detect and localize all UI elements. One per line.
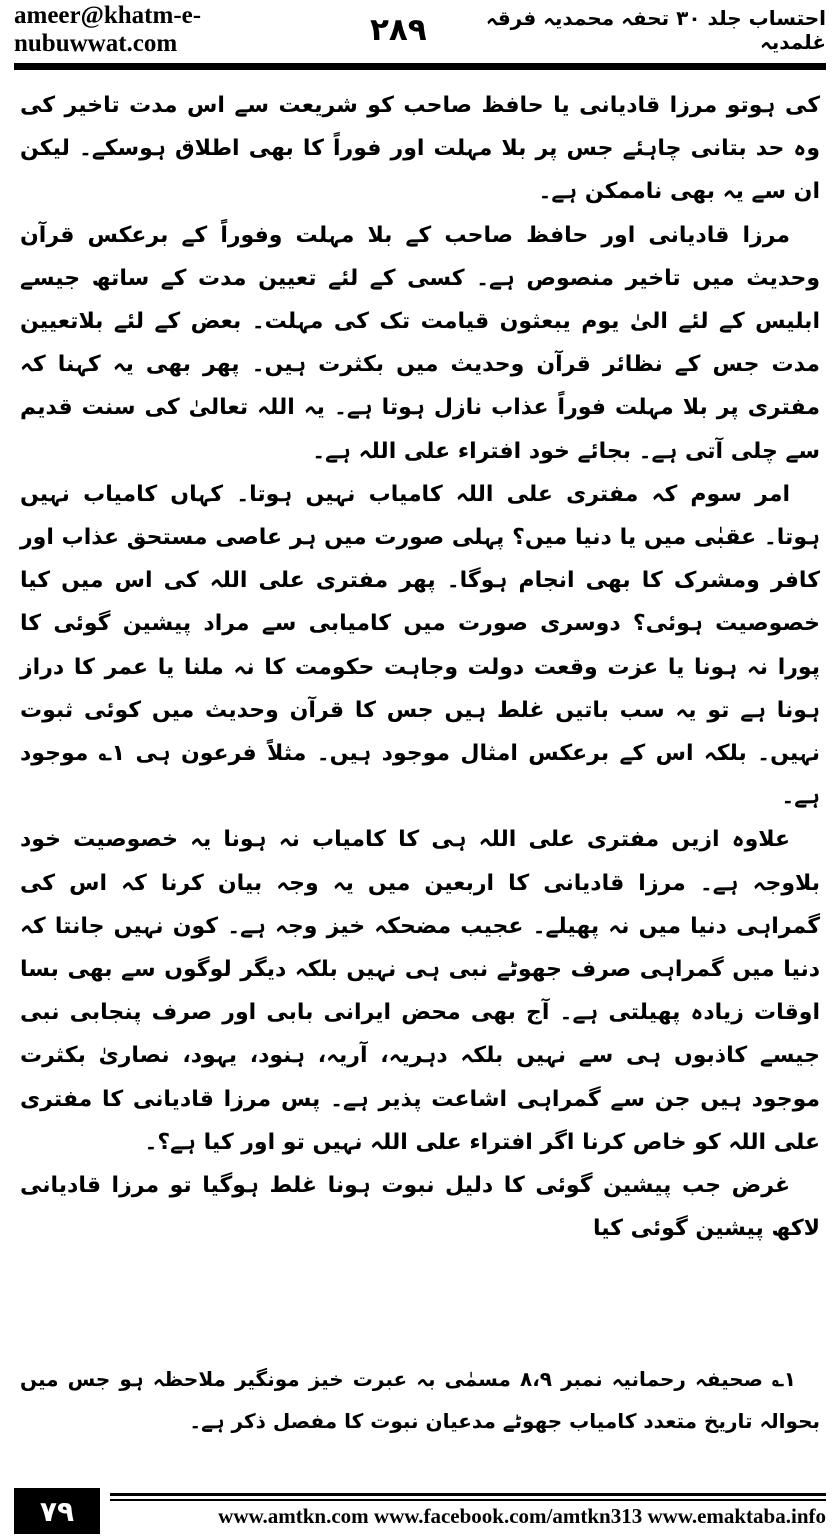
page-footer xyxy=(14,1488,826,1534)
paragraph-1: کی ہوتو مرزا قادیانی یا حافظ صاحب کو شریعت سے اس مدت تاخیر کی وہ حد بتانی چاہئے جس پر بلا مہلت اور فوراً کا بھی اطلاق ہوسکے۔ لیکن ان سے یہ بھی ناممکن ہے۔ xyxy=(20,93,820,205)
footer-page-number: ۷۹ xyxy=(14,1488,100,1534)
footer-rule-bottom xyxy=(110,1499,826,1501)
header-left xyxy=(14,2,427,58)
paragraph-4: علاوہ ازیں مفتری علی اللہ ہی کا کامیاب نہ ہونا یہ خصوصیت خود بلاوجہ ہے۔ مرزا قادیانی کا اربعین میں یہ وجہ بیان کرنا کہ اس کی گمراہی دنیا میں نہ پھیلے۔ عجیب مضحکہ خیز وجہ ہے۔ کون نہیں جانتا کہ دنیا میں گمراہی صرف جھوٹے نبی ہی نہیں بلکہ دیگر لوگوں سے بھی بسا اوقات زیادہ پھیلتی ہے۔ آج بھی محض ایرانی بابی اور صرف پنجابی نبی جیسے کاذبوں ہی سے نہیں بلکہ دہریہ، آریہ، ہنود، یہود، نصاریٰ بکثرت موجود ہیں جن سے گمراہی اشاعت پذیر ہے۔ پس مرزا قادیانی کا مفتری علی اللہ کو خاص کرنا اگر افتراء علی اللہ نہیں تو اور کیا ہے؟۔ xyxy=(20,827,820,1155)
paragraph-2: مرزا قادیانی اور حافظ صاحب کے بلا مہلت وفوراً کے برعکس قرآن وحدیث میں تاخیر منصوص ہے۔ کسی کے لئے تعیین مدت کے ساتھ جیسے ابلیس کے لئے الیٰ یوم یبعثون قیامت تک کی مہلت۔ بعض کے لئے بلاتعیین مدت جس کے نظائر قرآن وحدیث میں بکثرت ہیں۔ پھر بھی یہ کہنا کہ مفتری پر بلا مہلت فوراً عذاب نازل ہوتا ہے۔ یہ اللہ تعالیٰ کی سنت قدیم سے چلی آتی ہے۔ بجائے خود افتراء علی اللہ ہے۔ xyxy=(20,222,820,464)
footer-rule-top xyxy=(110,1493,826,1496)
footnote-text: ۱؎ صحیفہ رحمانیہ نمبر ۸،۹ مسمٰی بہ عبرت خیز مونگیر ملاحظہ ہو جس میں بحوالہ تاریخ متعدد کامیاب جھوٹے مدعیان نبوت کا مفصل ذکر ہے۔ xyxy=(20,1367,820,1433)
footer-urls: www.amtkn.com www.facebook.com/amtkn313 www.emaktaba.info xyxy=(218,1504,826,1528)
header-rule xyxy=(14,63,826,70)
header-email: ameer@khatm-e-nubuwwat.com xyxy=(14,2,202,57)
paragraph-5: غرض جب پیشین گوئی کا دلیل نبوت ہونا غلط ہوگیا تو مرزا قادیانی لاکھ پیشین گوئی کیا xyxy=(20,1173,820,1242)
paragraph-3: امر سوم کہ مفتری علی اللہ کامیاب نہیں ہوتا۔ کہاں کامیاب نہیں ہوتا۔ عقبٰی میں یا دنیا میں؟ پہلی صورت میں ہر عاصی مستحق عذاب اور کافر ومشرک کا بھی انجام ہوگا۔ پھر مفتری علی اللہ کی اس میں کیا خصوصیت ہوئی؟ دوسری صورت میں کامیابی سے مراد پیشین گوئی کا پورا نہ ہونا یا عزت وقعت دولت وجاہت حکومت کا نہ ملنا یا عمر کا دراز ہونا ہے تو یہ سب باتیں غلط ہیں جس کا قرآن وحدیث میں کوئی ثبوت نہیں۔ بلکہ اس کے برعکس امثال موجود ہیں۔ مثلاً فرعون ہی ۱؎ موجود ہے۔ xyxy=(20,481,820,810)
header-page-number: ۲۸۹ xyxy=(369,12,427,48)
body-text xyxy=(20,84,820,1250)
footnote xyxy=(20,1358,820,1442)
page-header xyxy=(14,0,826,60)
header-title: احتساب جلد ۳۰ تحفہ محمدیہ فرقہ غلمدیہ xyxy=(485,6,826,54)
